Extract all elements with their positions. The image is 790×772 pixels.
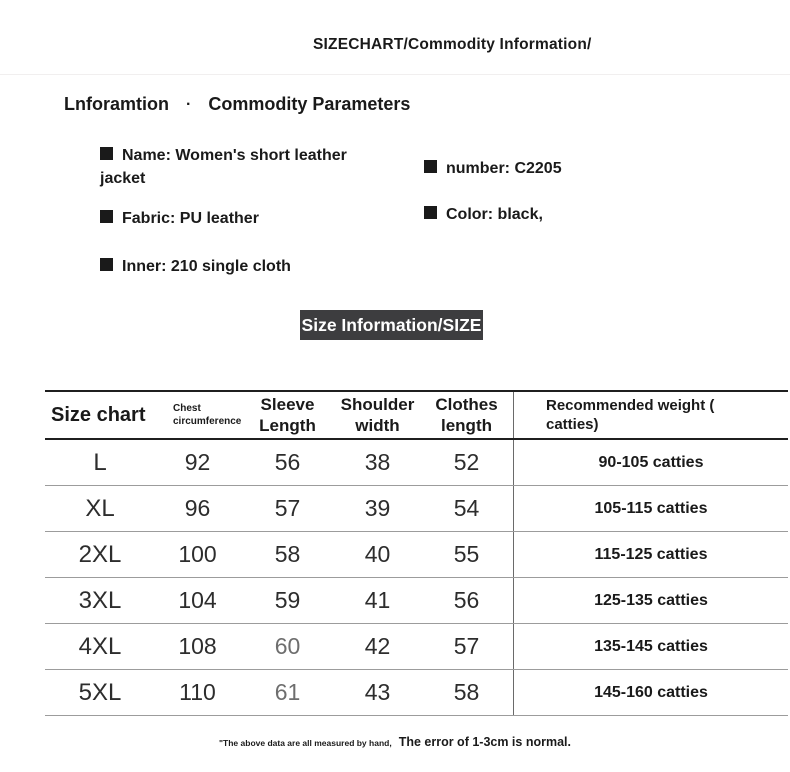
bullet-square-icon (100, 210, 113, 223)
cell-size: 2XL (78, 540, 122, 568)
cell-shoulder: 41 (364, 587, 391, 613)
cell-shoulder: 39 (364, 495, 391, 521)
table-row-2xl (45, 532, 788, 578)
cell-sleeve: 56 (274, 449, 301, 475)
bullet-square-icon (100, 147, 113, 160)
section-heading (64, 94, 410, 115)
bullet-square-icon (100, 258, 113, 271)
footnote (0, 735, 790, 749)
cell-weight: 105-115 catties (513, 486, 788, 531)
cell-clothes: 56 (453, 587, 480, 613)
cell-shoulder: 42 (364, 633, 391, 659)
cell-shoulder: 43 (364, 679, 391, 705)
cell-weight: 125-135 catties (513, 578, 788, 623)
table-header-row (45, 392, 788, 440)
size-information-banner: Size Information/SIZE (300, 310, 483, 340)
param-number (424, 157, 562, 180)
cell-shoulder: 38 (364, 449, 391, 475)
footnote-small: "The above data are all measured by hand, (219, 738, 392, 748)
cell-sleeve: 60 (274, 633, 301, 659)
cell-size: XL (85, 494, 115, 522)
param-inner (100, 255, 291, 278)
bullet-square-icon (424, 206, 437, 219)
cell-chest: 108 (178, 633, 217, 659)
param-color (424, 203, 543, 226)
footnote-big: The error of 1-3cm is normal. (398, 735, 571, 749)
param-number-label: number: C2205 (446, 160, 562, 177)
cell-chest: 100 (178, 541, 217, 567)
param-inner-label: Inner: 210 single cloth (122, 258, 291, 275)
cell-weight: 90-105 catties (513, 440, 788, 485)
param-color-label: Color: black, (446, 206, 543, 223)
cell-sleeve: 59 (274, 587, 301, 613)
cell-chest: 104 (178, 587, 217, 613)
cell-size: 3XL (78, 586, 122, 614)
param-name (100, 144, 378, 190)
cell-clothes: 52 (453, 449, 480, 475)
param-fabric-label: Fabric: PU leather (122, 210, 259, 227)
table-row-4xl (45, 624, 788, 670)
table-row-5xl (45, 670, 788, 716)
cell-weight: 135-145 catties (513, 624, 788, 669)
cell-chest: 96 (184, 495, 211, 521)
cell-shoulder: 40 (364, 541, 391, 567)
size-table (45, 390, 788, 716)
col-header-sleeve-length: Sleeve Length (259, 394, 316, 435)
cell-chest: 110 (179, 679, 216, 705)
cell-clothes: 54 (453, 495, 480, 521)
table-row-xl (45, 486, 788, 532)
param-name-label: Name: Women's short leather jacket (100, 147, 347, 188)
cell-size: 5XL (78, 678, 122, 706)
cell-chest: 92 (184, 449, 211, 475)
cell-sleeve: 57 (274, 495, 301, 521)
cell-sleeve: 61 (274, 679, 301, 705)
col-header-recommended-weight (513, 392, 788, 438)
page-title: SIZECHART/Commodity Information/ (313, 36, 592, 53)
divider-line (0, 74, 790, 75)
cell-clothes: 58 (453, 679, 480, 705)
section-heading-right: Commodity Parameters (208, 94, 411, 114)
cell-weight: 115-125 catties (513, 532, 788, 577)
cell-weight: 145-160 catties (513, 670, 788, 715)
dot-separator-icon: · (186, 96, 192, 113)
col-header-clothes-length: Clothes length (435, 394, 498, 435)
col-header-size-chart: Size chart (51, 403, 146, 426)
section-heading-left: Lnforamtion (64, 94, 169, 114)
col-header-shoulder-width: Shoulder width (340, 394, 415, 435)
cell-size: L (93, 448, 107, 476)
param-fabric (100, 207, 259, 230)
cell-size: 4XL (78, 632, 122, 660)
cell-sleeve: 58 (274, 541, 301, 567)
table-row-l (45, 440, 788, 486)
col-header-recommended-weight-label: Recommended weight ( catties) (546, 396, 715, 433)
cell-clothes: 55 (453, 541, 480, 567)
bullet-square-icon (424, 160, 437, 173)
table-row-3xl (45, 578, 788, 624)
cell-clothes: 57 (453, 633, 480, 659)
col-header-chest-circumference: Chest circumference (173, 403, 242, 427)
